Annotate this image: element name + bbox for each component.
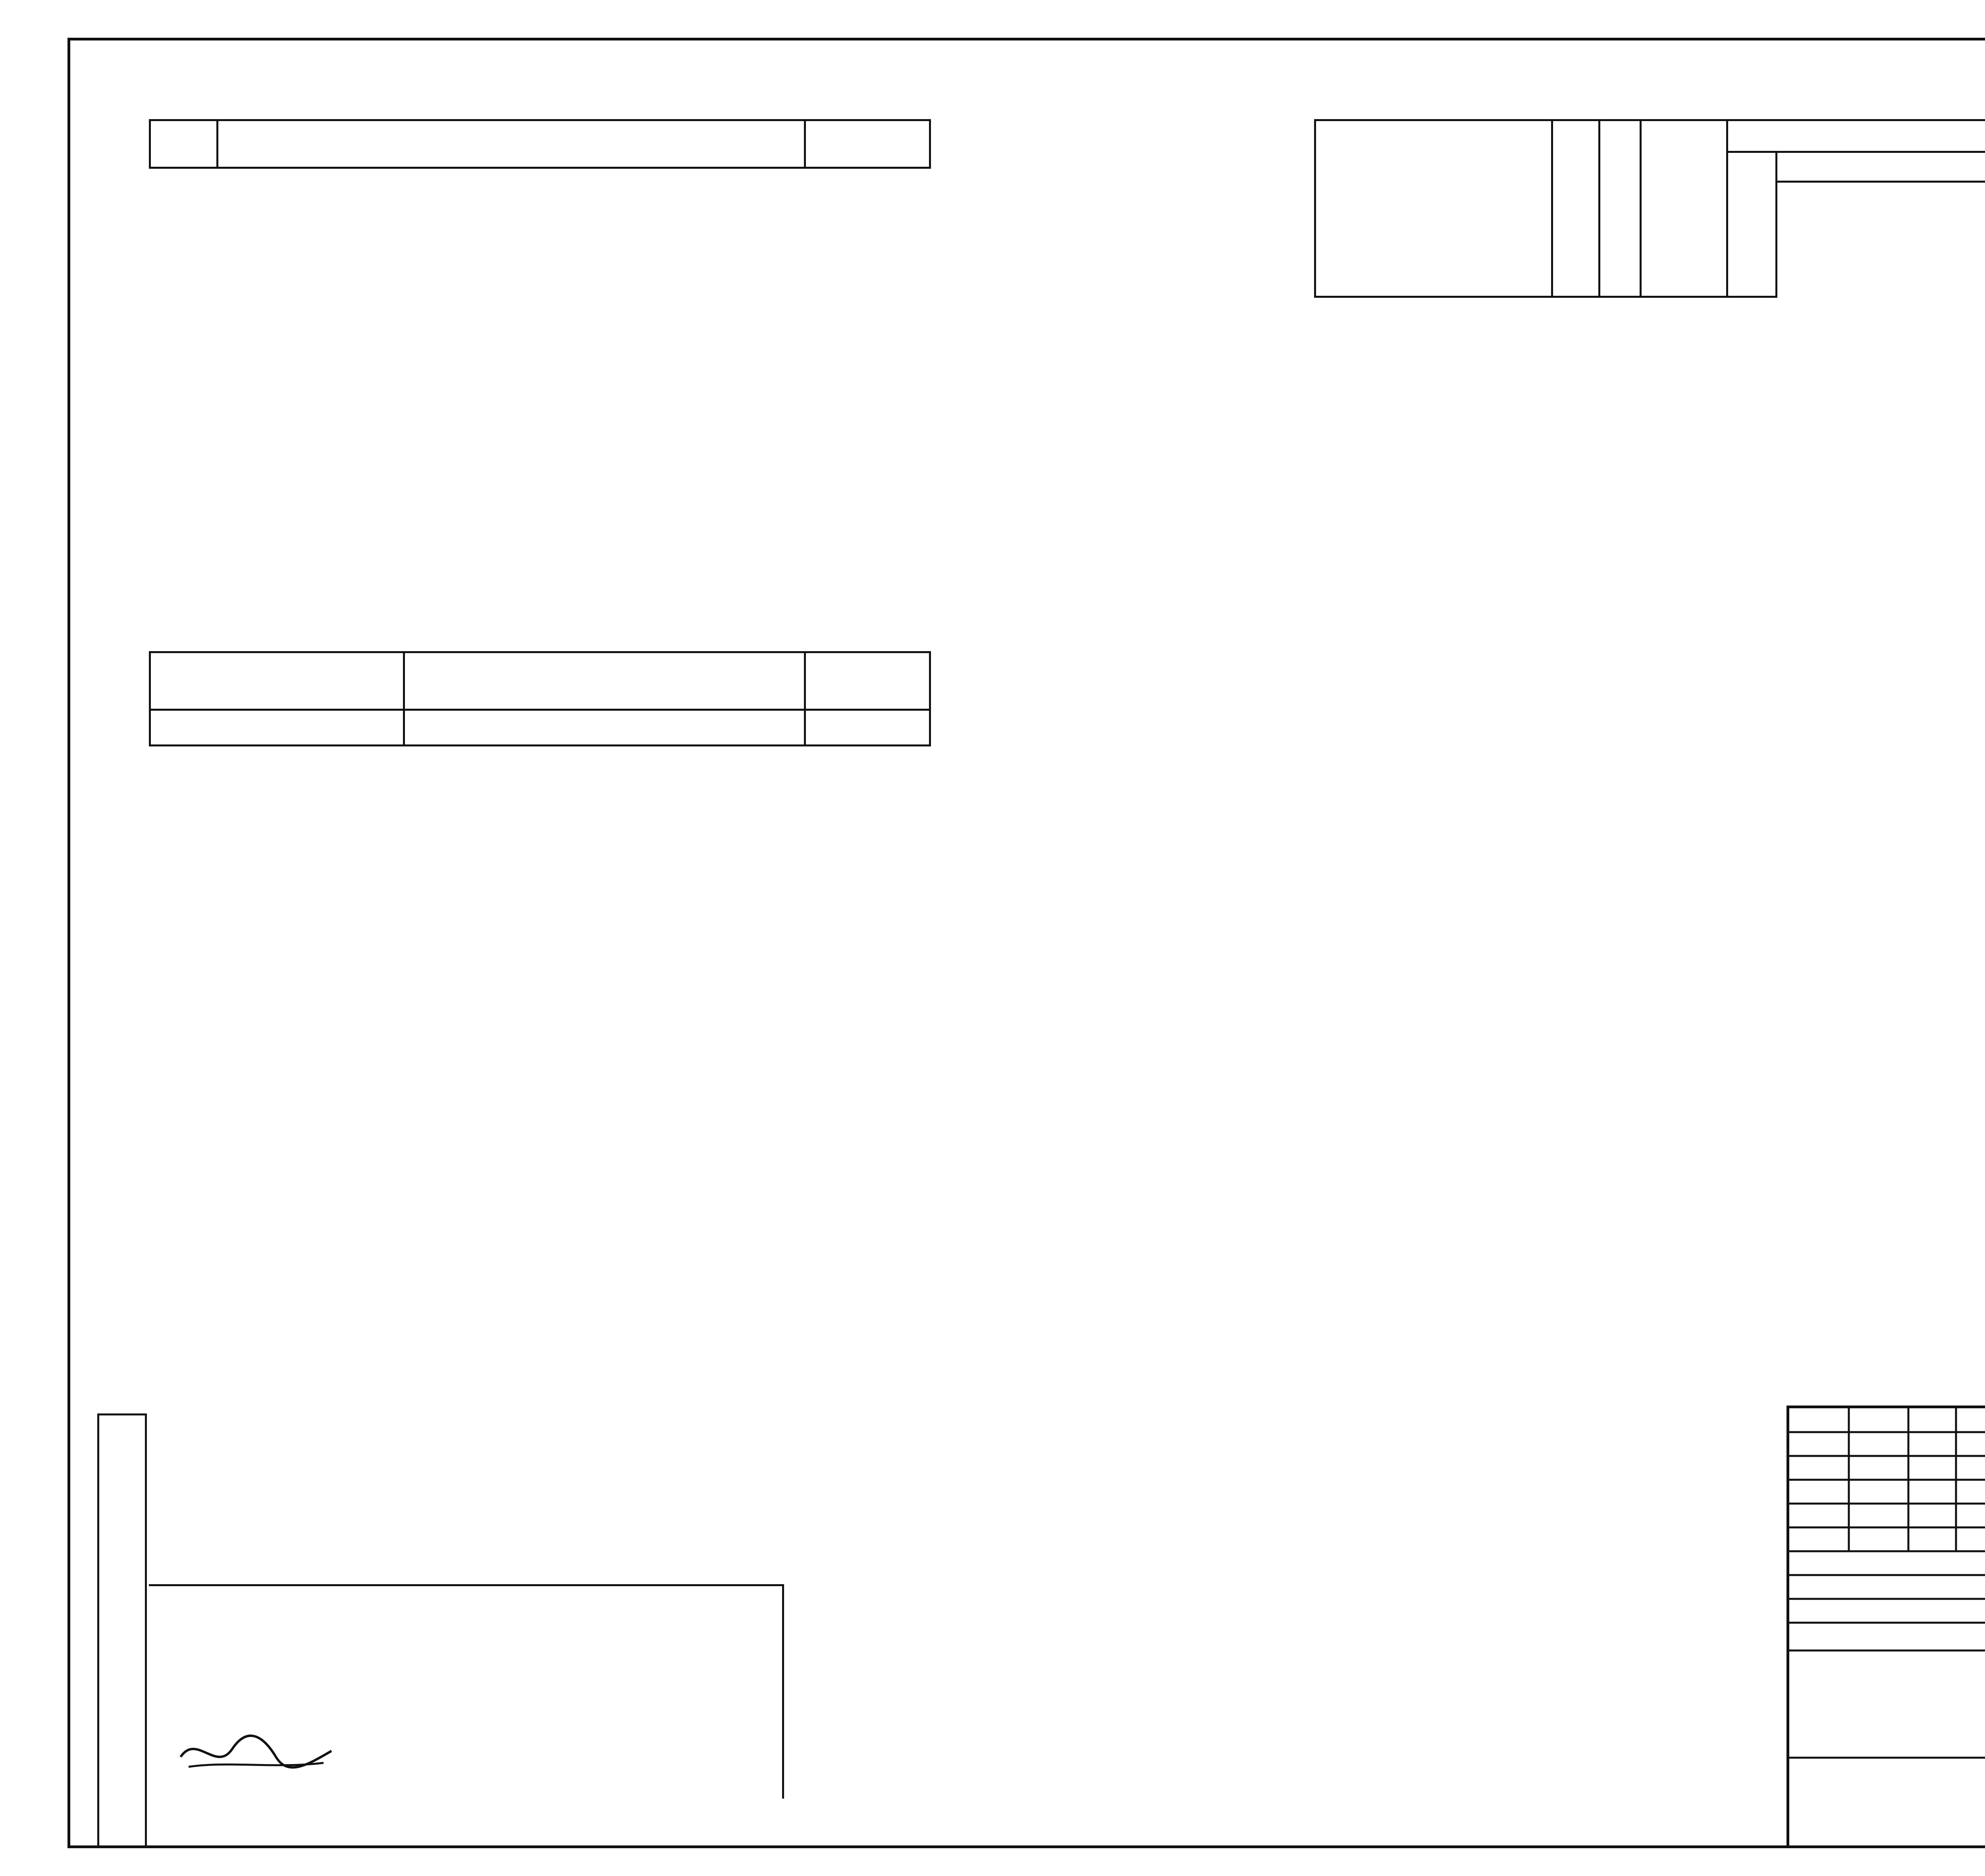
col-code — [1640, 120, 1727, 297]
col-note — [805, 120, 930, 168]
title-block — [1786, 1406, 1985, 1848]
ref-subheader — [404, 710, 805, 746]
profiles-table — [1314, 119, 1985, 298]
references-table — [149, 651, 931, 746]
col-no — [1599, 120, 1640, 297]
chief-engineer — [173, 1729, 339, 1777]
sheet-frame — [67, 38, 1985, 1848]
col-position — [1552, 120, 1599, 297]
signature-icon — [173, 1729, 339, 1777]
drawings-list-table — [149, 119, 931, 169]
col-name — [218, 120, 805, 168]
col-designation — [150, 652, 404, 710]
col-sheet — [150, 120, 218, 168]
col-ref-note — [805, 652, 930, 710]
statement-box — [149, 1584, 784, 1799]
col-total-high-strength — [1727, 152, 1777, 297]
profiles-header — [1777, 152, 1985, 182]
statement-text — [149, 1586, 782, 1600]
left-strip — [97, 1413, 147, 1848]
col-ref-name — [404, 652, 805, 710]
col-construction-name — [1315, 120, 1552, 297]
mass-header — [1727, 120, 1985, 152]
